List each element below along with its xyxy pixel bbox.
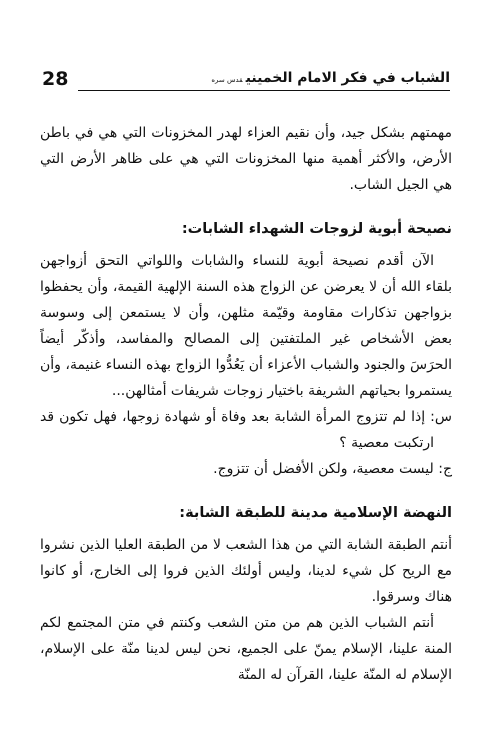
section2-heading: النهضة الإسلامية مدينة للطبقة الشابة: xyxy=(179,505,452,521)
honorific: قدس سره xyxy=(211,76,243,84)
answer: ج: ليست معصية، ولكن الأفضل أن تتزوج. xyxy=(213,461,452,477)
page-header xyxy=(42,66,450,96)
section2-paragraph-2: أنتم الشباب الذين هم من متن الشعب وكنتم في متن المجتمع لكم المنة علينا، الإسلام يمنّ على الجميع، نحن ليس لدينا منّة على الإسلام، الإسلام له المنّة علينا، القرآن له المنّة xyxy=(40,615,452,683)
running-title-text: الشباب في فكر الامام الخميني xyxy=(245,70,450,86)
section1-heading: نصيحة أبوية لزوجات الشهداء الشابات: xyxy=(181,221,452,237)
running-title xyxy=(211,68,450,90)
page-body xyxy=(40,120,452,688)
section2-paragraph-1: أنتم الطبقة الشابة التي من هذا الشعب لا من الطبقة العليا الذين نشروا مع الريح كل شيء لدينا، وليس أولئك الذين فروا إلى الخارج، أو كانوا هناك وسرقوا. xyxy=(40,537,452,605)
section1-paragraph: الآن أقدم نصيحة أبوية للنساء والشابات واللواتي التحق أزواجهن بلقاء الله أن لا يعرضن عن الزواج هذه السنة الإلهية القيمة، وأن يحفظوا بزواجهن تذكارات مقاومة وقيّمة مثلهن، وأن لا يستمعن إلى وسوسة بعض الأشخاص غير الملتفتين إلى المصالح والمفاسد، وأذكّر أيضاً الحرَسَ والجنود والشباب الأعزاء أن يَعُدُّوا الزواج بهذه النساء غنيمة، وأن يستمروا بحياتهم الشريفة باختيار زوجات شريفات أمثالهن... xyxy=(40,253,452,399)
header-rule xyxy=(78,90,450,91)
question: س: إذا لم تتزوج المرأة الشابة بعد وفاة أو شهادة زوجها، فهل تكون قد ارتكبت معصية ؟ xyxy=(40,409,452,451)
page-number: 28 xyxy=(42,68,69,90)
intro-paragraph: مهمتهم بشكل جيد، وأن نقيم العزاء لهدر المخزونات التي هي في باطن الأرض، والأكثر أهمية منها المخزونات التي هي على ظاهر الأرض التي هي الجيل الشاب. xyxy=(40,125,452,193)
